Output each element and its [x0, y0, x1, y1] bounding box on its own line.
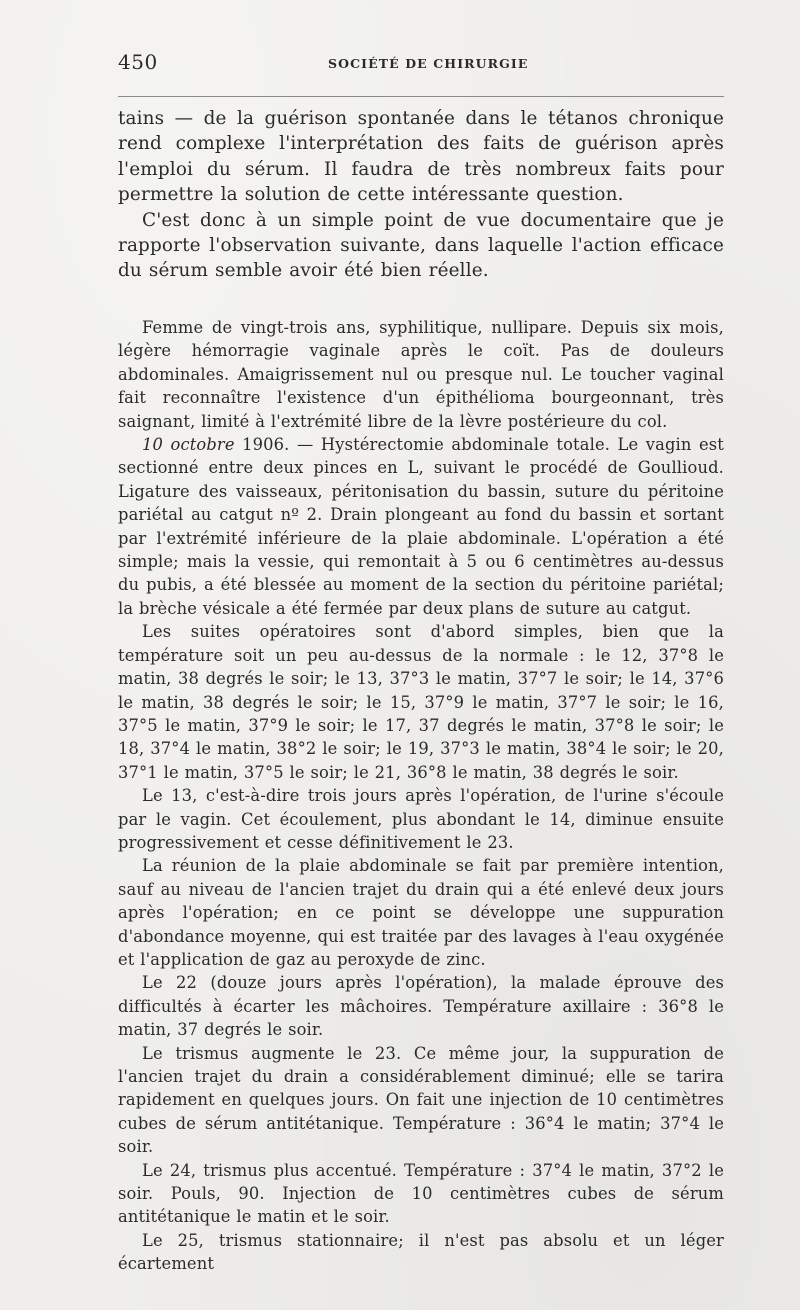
- observation-text: [118, 316, 724, 1276]
- observation-paragraph: Le 25, trismus stationnaire; il n'est pas absolu et un léger écartement: [118, 1230, 724, 1274]
- observation-paragraph: Le 24, trismus plus accentué. Température : 37°4 le matin, 37°2 le soir. Pouls, 90. Injection de 10 centimètres cubes de sérum antitétanique le matin et le soir.: [118, 1160, 724, 1227]
- observation-paragraph: Femme de vingt-trois ans, syphilitique, nullipare. Depuis six mois, légère hémorragie vaginale après le coït. Pas de douleurs abdominales. Amaigrissement nul ou presque nul. Le toucher vaginal fait reconnaître l'existence d'un épithélioma bourgeonnant, très saignant, limité à l'extrémité libre de la lèvre postérieure du col.: [118, 318, 724, 431]
- page-number: 450: [118, 50, 158, 74]
- intro-text: [118, 106, 724, 284]
- intro-paragraph: C'est donc à un simple point de vue documentaire que je rapporte l'observation suivante, dans laquelle l'action efficace du sérum semble avoir été bien réelle.: [118, 209, 724, 282]
- observation-paragraph: Le 13, c'est-à-dire trois jours après l'opération, de l'urine s'écoule par le vagin. Cet écoulement, plus abondant le 14, diminue ensuite progressivement et cesse définitivement le 23.: [118, 786, 724, 852]
- observation-paragraph: Les suites opératoires sont d'abord simples, bien que la température soit un peu au-dessus de la normale : le 12, 37°8 le matin, 38 degrés le soir; le 13, 37°3 le matin, 37°7 le soir; le 14, 37°6 le matin, 38 degrés le soir; le 15, 37°9 le matin, 37°7 le soir; le 16, 37°5 le matin, 37°9 le soir; le 17, 37 degrés le matin, 37°8 le soir; le 18, 37°4 le matin, 38°2 le soir; le 19, 37°3 le matin, 38°4 le soir; le 20, 37°1 le matin, 37°5 le soir; le 21, 36°8 le matin, 38 degrés le soir.: [118, 622, 724, 782]
- observation-paragraph: Le 22 (douze jours après l'opération), la malade éprouve des difficultés à écarter les mâchoires. Température axillaire : 36°8 le matin, 37 degrés le soir.: [118, 973, 724, 1040]
- observation-date: 10 octobre: [142, 435, 235, 455]
- observation-paragraph: La réunion de la plaie abdominale se fait par première intention, sauf au niveau de l'ancien trajet du drain qui a été enlevé deux jours après l'opération; en ce point se développe une suppuration d'abondance moyenne, qui est traitée par des lavages à l'eau oxygénée et l'application de gaz au peroxyde de zinc.: [118, 856, 724, 969]
- observation-paragraph: Le trismus augmente le 23. Ce même jour, la suppuration de l'ancien trajet du drain a considérablement diminué; elle se tarira rapidement en quelques jours. On fait une injection de 10 centimètres cubes de sérum antitétanique. Température : 36°4 le matin; 37°4 le soir.: [118, 1043, 724, 1157]
- page-header: [118, 50, 724, 78]
- intro-paragraph: tains — de la guérison spontanée dans le tétanos chronique rend complexe l'interprétation des faits de guérison après l'emploi du sérum. Il faudra de très nombreux faits pour permettre la solution de cette intéressante question.: [118, 108, 724, 206]
- running-head: SOCIÉTÉ DE CHIRURGIE: [328, 56, 529, 71]
- observation-dated-paragraph: [118, 433, 724, 620]
- header-rule: [118, 96, 724, 97]
- observation-date-text: 1906. — Hystérectomie abdominale totale. Le vagin est sectionné entre deux pinces en L, suivant le procédé de Goullioud. Ligature des vaisseaux, péritonisation du bassin, suture du péritoine pariétal au catgut nº 2. Drain plongeant au fond du bassin et sortant par l'extrémité inférieure de la plaie abdominale. L'opération a été simple; mais la vessie, qui remontait à 5 ou 6 centimètres au-dessus du pubis, a été blessée au moment de la section du péritoine pariétal; la brèche vésicale a été fermée par deux plans de suture au catgut.: [118, 435, 724, 618]
